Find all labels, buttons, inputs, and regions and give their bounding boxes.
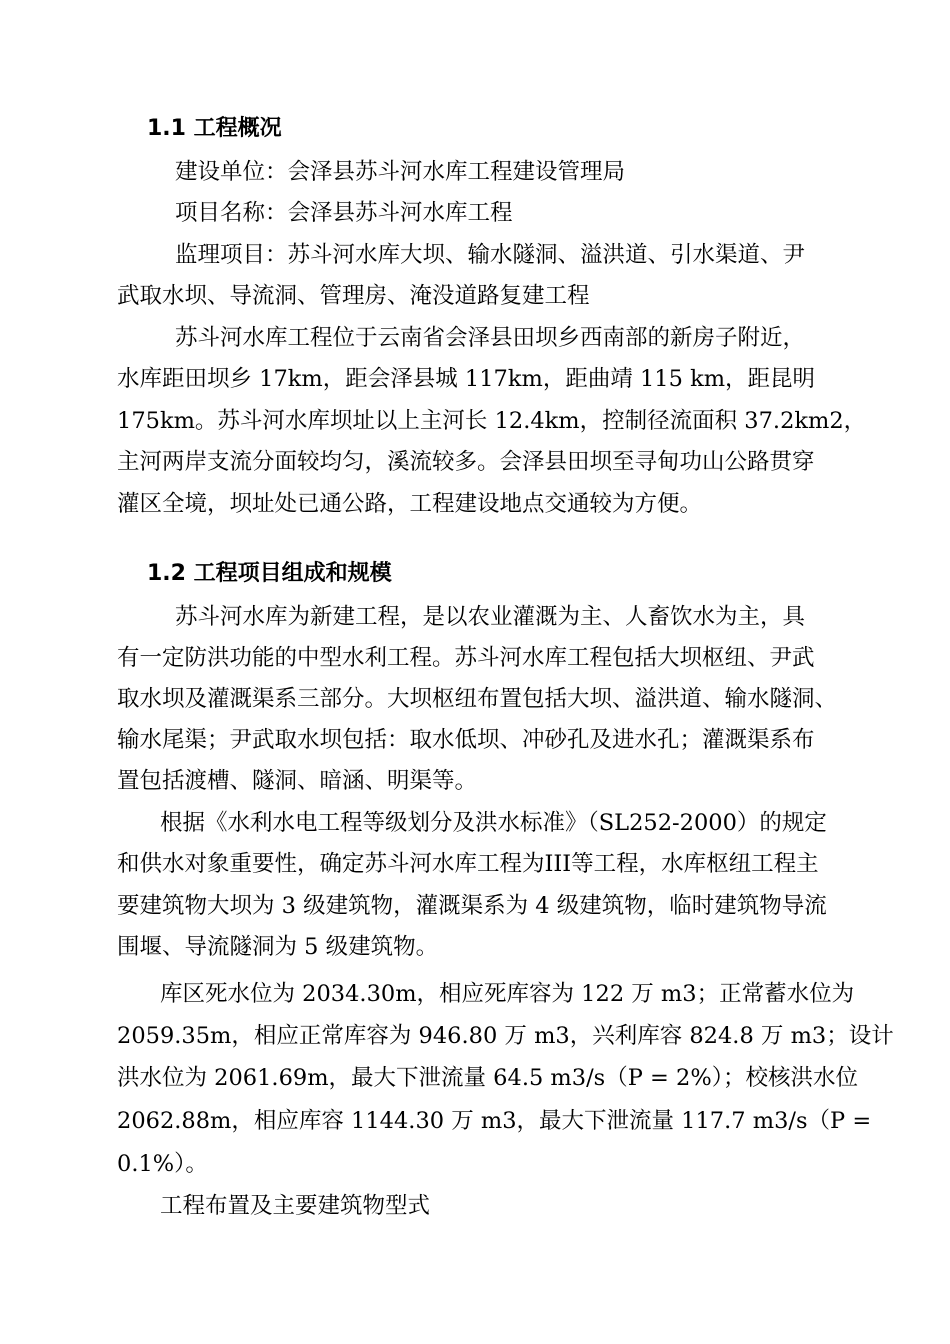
heading-1-1: 1.1 工程概况	[147, 116, 282, 141]
p2-line-4: 围堰、导流隧洞为 5 级建筑物。	[117, 934, 439, 960]
project-name-line: 项目名称：会泽县苏斗河水库工程	[175, 200, 513, 226]
location-line-4: 主河两岸支流分面较均匀，溪流较多。会泽县田坝至寻甸功山公路贯穿	[117, 449, 815, 475]
p2-line-3: 要建筑物大坝为 3 级建筑物，灌溉渠系为 4 级建筑物，临时建筑物导流	[117, 893, 827, 919]
p2-line-1: 根据《水利水电工程等级划分及洪水标准》（SL252-2000）的规定	[160, 810, 827, 836]
p2-line-2: 和供水对象重要性，确定苏斗河水库工程为III等工程，水库枢纽工程主	[117, 851, 819, 877]
builder-line: 建设单位：会泽县苏斗河水库工程建设管理局	[175, 159, 626, 185]
p3-line-1: 库区死水位为 2034.30m，相应死库容为 122 万 m3；正常蓄水位为	[160, 981, 855, 1007]
location-line-2: 水库距田坝乡 17km，距会泽县城 117km，距曲靖 115 km，距昆明	[117, 366, 816, 392]
p1-line-5: 置包括渡槽、隧洞、暗涵、明渠等。	[117, 768, 478, 794]
location-line-3: 175km。苏斗河水库坝址以上主河长 12.4km，控制径流面积 37.2km2，	[117, 408, 867, 434]
p3-line-3: 洪水位为 2061.69m，最大下泄流量 64.5 m3/s（P = 2%）；校核洪水位	[117, 1065, 858, 1091]
p3-line-5: 0.1%）。	[117, 1151, 208, 1177]
location-line-1: 苏斗河水库工程位于云南省会泽县田坝乡西南部的新房子附近，	[175, 325, 806, 351]
p4-line-1: 工程布置及主要建筑物型式	[160, 1193, 431, 1219]
p3-line-2: 2059.35m，相应正常库容为 946.80 万 m3，兴利库容 824.8 万 m3；设计	[117, 1023, 894, 1049]
p1-line-2: 有一定防洪功能的中型水利工程。苏斗河水库工程包括大坝枢纽、尹武	[117, 645, 815, 671]
p1-line-1: 苏斗河水库为新建工程，是以农业灌溉为主、人畜饮水为主，具	[175, 604, 806, 630]
supervision-line-1: 监理项目：苏斗河水库大坝、输水隧洞、溢洪道、引水渠道、尹	[175, 242, 806, 268]
p1-line-3: 取水坝及灌溉渠系三部分。大坝枢纽布置包括大坝、溢洪道、输水隧洞、	[117, 686, 838, 712]
supervision-line-2: 武取水坝、导流洞、管理房、淹没道路复建工程	[117, 283, 590, 309]
location-line-5: 灌区全境，坝址处已通公路，工程建设地点交通较为方便。	[117, 491, 703, 517]
heading-1-2: 1.2 工程项目组成和规模	[147, 561, 392, 586]
p3-line-4: 2062.88m，相应库容 1144.30 万 m3，最大下泄流量 117.7 m3/s（P =	[117, 1108, 872, 1134]
p1-line-4: 输水尾渠；尹武取水坝包括：取水低坝、冲砂孔及进水孔；灌溉渠系布	[117, 727, 815, 753]
